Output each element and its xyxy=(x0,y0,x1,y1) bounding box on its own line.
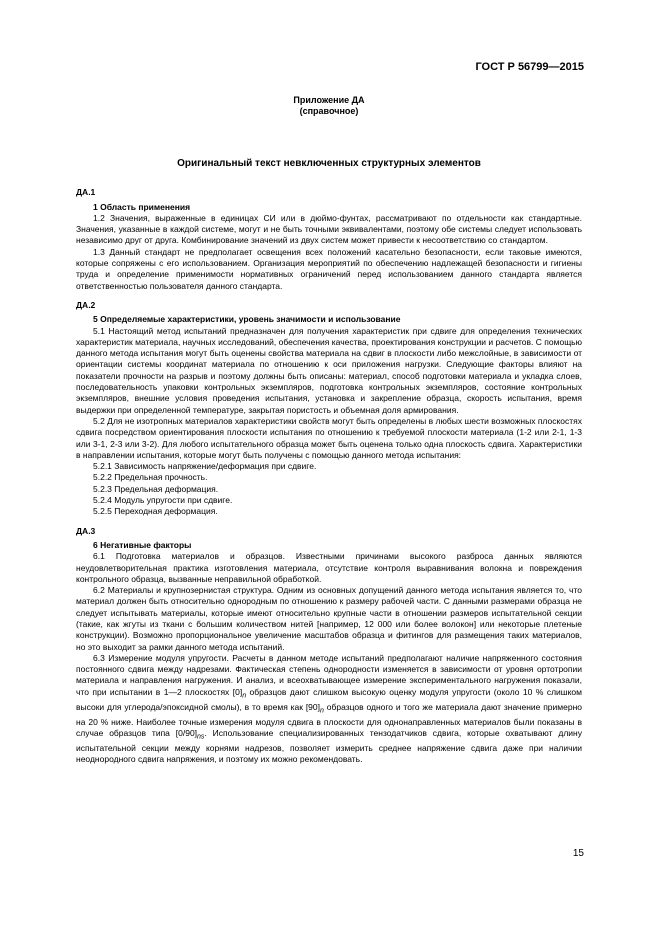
list-item: 5.2.3 Предельная деформация. xyxy=(93,483,219,494)
document-body xyxy=(76,95,582,766)
paragraph: 5.1 Настоящий метод испытаний предназначен для получения характеристик при сдвиге для определения технических характеристик материала, научных исследований, обеспечения качества, проектирования конструкции и расчетов. С помощью данного метода испытания могут быть оценены свойства материала на сдвиг в плоскости либо межслойные, в зависимости от ориентации системы координат материала по отношению к оси приложения нагрузки. Следующие факторы влияют на показатели прочности на разрыв и поэтому должны быть описаны: материал, способ подготовки материала и укладка слоев, последовательность упаковки контрольных экземпляров, подготовка контрольных экземпляров, состояние контрольных экземпляров, внешние условия проведения испытания, установка и закрепление образца, скорость испытания, время выдержки при определенной температуре, закрытая пористость и объемная доля армирования. xyxy=(76,325,582,415)
section-label-da1: ДА.1 xyxy=(76,187,96,198)
main-title: Оригинальный текст невключенных структурных элементов xyxy=(177,158,481,169)
paragraph: 6.2 Материалы и крупнозернистая структура. Одним из основных допущений данного метода испытания является то, что материал должен быть относительно однородным по отношению к размеру рабочей части. С данными размерами образца не следует испытывать материалы, которые имеют относительно крупные части в отношении размеров испытательной секции (такие, как жгуты из ткани с большим количеством нитей [например, 12 000 или более волокон] или некоторые плетеные конструкции). Возможно пропорциональное увеличение масштабов образца и фитингов для размещения таких материалов, но это выходит за рамки данного метода испытаний. xyxy=(76,585,582,652)
section-label-da3: ДА.3 xyxy=(76,525,96,536)
paragraph: 6.3 Измерение модуля упругости. Расчеты в данном методе испытаний предполагают наличие напряженного состояния постоянного сдвига между надрезами. Фактическая степень однородности изменяется в зависимости от уровня ортотропии материала и направления нагружения. И анализ, и всеохватывающее измерение экспериментального нагружения показали, что при испытании в 1—2 плоскостях $[0]_n$ образцов дают слишком высокую оценку модуля упругости (около 10 % слишком высоки для углерода/эпоксидной смолы), в то время как $[90]_n$ образцов одного и того же материала дают значение примерно на 20 % ниже. Наиболее точные измерения модуля сдвига в плоскости для однонаправленных материалов были показаны в случае образцов типа $[0/90]_{ns}$. Использование специализированных тензодатчиков сдвига, которые охватывают длину испытательной секции между корнями надрезов, позволяет измерить среднее напряжение сдвига даже при наличии неоднородного сдвига напряжения, и поэтому их можно рекомендовать. xyxy=(76,652,582,765)
paragraph: 1.3 Данный стандарт не предполагает освещения всех положений касательно безопасности, если таковые имеются, которые сопряжены с его использованием. Организация мероприятий по обеспечению надлежащей безопасности и гигиены труда и определение применимости нормативных ограничений перед использованием данного стандарта является ответственностью пользователя данного стандарта. xyxy=(76,246,582,291)
section-title-da1: 1 Область применения xyxy=(93,201,191,212)
list-item: 5.2.2 Предельная прочность. xyxy=(93,472,208,483)
section-label-da2: ДА.2 xyxy=(76,299,96,310)
appendix-subtitle: (справочное) xyxy=(299,106,359,116)
page-number: 15 xyxy=(572,848,584,859)
section-title-da3: 6 Негативные факторы xyxy=(93,539,192,550)
paragraph: 1.2 Значения, выраженные в единицах СИ или в дюймо-фунтах, рассматривают по отдельности как стандартные. Значения, указанные в каждой системе, могут и не быть точными эквивалентами, поэтому обе системы следует использовать независимо друг от друга. Комбинирование значений из двух систем может привести к несоответствию со стандартом. xyxy=(76,212,582,246)
section-title-da2: 5 Определяемые характеристики, уровень значимости и использование xyxy=(93,314,401,325)
paragraph: 6.1 Подготовка материалов и образцов. Известными причинами высокого разброса данных являются неудовлетворительная практика изготовления материала, отсутствие контроля выравнивания волокна и повреждения контрольного образца, вызванные неправильной обработкой. xyxy=(76,551,582,584)
document-code: ГОСТ Р 56799—2015 xyxy=(475,61,584,73)
list-item: 5.2.4 Модуль упругости при сдвиге. xyxy=(93,495,233,506)
paragraph: 5.2 Для не изотропных материалов характеристики свойств могут быть определены в любых шести возможных плоскостях сдвига посредством ориентирования плоскости испытания по отношению к требуемой плоскости материала (1-2 или 2-1, 1-3 или 3-1, 2-3 или 3-2). Для любого испытательного образца может быть оценена только одна плоскость сдвига. Характеристики в направлении испытания, которые могут быть получены с помощью данного метода испытания: xyxy=(76,415,582,460)
list-item: 5.2.5 Переходная деформация. xyxy=(93,506,218,517)
appendix-title: Приложение ДА xyxy=(293,95,365,105)
list-item: 5.2.1 Зависимость напряжение/деформация при сдвиге. xyxy=(93,461,317,472)
